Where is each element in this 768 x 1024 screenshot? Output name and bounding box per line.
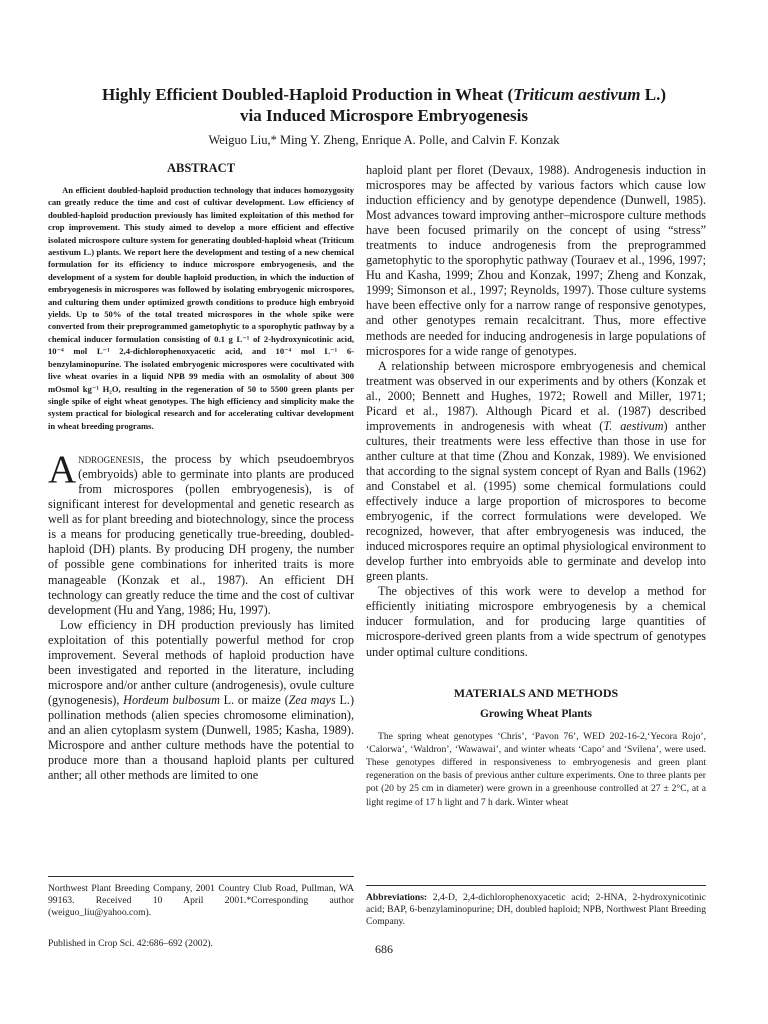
title-line2: via Induced Microspore Embryogenesis — [240, 106, 528, 125]
methods-subheading: Growing Wheat Plants — [479, 707, 593, 720]
abbreviations-label: Abbreviations: — [366, 892, 428, 903]
intro-p2-species-1: Hordeum bulbosum — [123, 692, 220, 707]
affiliation-footnote: Northwest Plant Breeding Company, 2001 Country Club Road, Pullman, WA 99163. Received 10 April 2001.*Corresponding author (weiguo_liu@yahoo.com). — [48, 883, 354, 919]
title-species-name: Triticum aestivum — [513, 85, 641, 104]
intro-p4-part-b: ) anther cultures, their treatments were less effective than those in use for anther culture at that time (Zhou and Konzak, 1989). We envisioned that according to the signal system concept of Ryan and Balls (1962) and Constabel et al. (1995) some chemical formulations could effectively induce a large proportion of microspores to become embryogenic, if the correct formulations were developed. We recognized, however, that after embryogenesis was induced, the induced microspores require an optimal physiological environment to develop further into embryoids able to germinate and develop into green plants. — [366, 418, 706, 584]
intro-small-caps: ndrogenesis — [78, 452, 141, 467]
intro-p2-part-c: L.) pollination methods (alien species chromosome elimination), and an alien cytoplasm system (Dunwell, 1985; Kasha, 1989). Microspore and anther culture methods have the potential to produce more than a thousand haploid plants per cultured anther; all other methods are limited to one — [48, 692, 355, 783]
abstract-text: An efficient doubled-haploid production technology that induces homozygosity can greatly reduce the time and cost of cultivar development. Low efficiency of doubled-haploid production previously has limited exploitation of this method for crop improvement. This study aimed to develop a more efficient and effective isolated microspore culture system for generating doubled-haploid wheat (Triticum aestivum L.) plants. We report here the development and testing of a new chemical formulation for its efficiency to induce microspore embryogenesis, and the development of a system for double haploid production, in which the induction of embryogenesis in microspores was followed by isolating embryogenic microspores, and culturing them under optimized growth conditions to produce high embryoid yields. Up to 50% of the total treated microspores in the whole spike were converted from their preprogrammed gametophytic to a sporophytic pathway by a chemical inducer formulation consisting of 0.1 g L⁻¹ of 2-hydroxynicotinic acid, 10⁻⁴ mol L⁻¹ 2,4-dichlorophenoxyacetic acid, and 10⁻⁴ mol L⁻¹ 6-benzylaminopurine. The isolated embryogenic microspores were cocultivated with live wheat ovaries in a liquid NPB 99 media with an osmolality of about 300 mOsmol kg⁻¹ H₂O, resulting in the regeneration of 50 to 5500 green plants per single spike of eight wheat genotypes. The high efficiency and simplicity make the system practical for biological research and for accelerating cultivar development in wheat breeding programs. — [48, 185, 354, 431]
intro-p4-species: T. aestivum — [603, 418, 664, 433]
intro-paragraph-1-text: , the process by which pseudoembryos (embryoids) able to germinate into plants are produced from microspores (pollen embryogenesis), is of significant interest for developmental and genetic research as well as for plant breeding and biotechnology, since the process is a means for producing genetically true-breeding, doubled-haploid (DH) plants. By producing DH progeny, the number of possible gene combinations for inherited traits is more manageable (Konzak et al., 1987). An efficient DH technology can greatly reduce the time and the cost of cultivar development (Hu and Yang, 1986; Hu, 1997). — [48, 452, 354, 617]
intro-p2-part-a: Low efficiency in DH production previously has limited exploitation of this potentially powerful method for crop improvement. Several methods of haploid production have been investigated and reported in the literature, including microspore and/or anther culture (androgenesis), ovule culture (gynogenesis), — [48, 617, 354, 707]
drop-cap-letter: A — [48, 448, 77, 492]
intro-paragraph-1 — [48, 448, 354, 618]
footnote-block — [48, 876, 354, 950]
methods-heading: MATERIALS AND METHODS — [453, 685, 619, 700]
title-line1-end: L.) — [640, 85, 667, 104]
intro-paragraph-2 — [48, 618, 354, 784]
left-column — [48, 160, 354, 783]
methods-paragraph: The spring wheat genotypes ‘Chris’, ‘Pavon 76’, WED 202-16-2,‘Yecora Rojo’, ‘Calorwa’, ‘Waldron’, ‘Wawawai’, and winter wheats ‘Capo’ and ‘Svilena’, were used. These genotypes differed in responsiveness to embryogenesis and green plant regeneration on the basis of previous anther culture experiments. One to three plants per pot (20 by 25 cm in diameter) were grown in a greenhouse controlled at 27 ± 2°C, at a light regime of 17 h light and 7 h dark. Winter wheat — [366, 730, 706, 808]
intro-p2-part-b: L. or maize ( — [219, 692, 289, 707]
publication-footnote: Published in Crop Sci. 42:686–692 (2002). — [48, 937, 213, 949]
abbreviations-rule — [366, 885, 706, 886]
objectives-paragraph: The objectives of this work were to develop a method for efficiently initiating microspore embryogenesis by a chemical inducer formulation, and for producing large quantities of microspore-derived green plants from a wide spectrum of genotypes under optimal culture conditions. — [366, 584, 706, 659]
footnote-rule — [48, 876, 354, 877]
abbreviations-list: 2,4-D, 2,4-dichlorophenoxyacetic acid; 2-HNA, 2-hydroxynicotinic acid; BAP, 6-benzylaminopurine; DH, doubled haploid; NPB, Northwest Plant Breeding Company. — [366, 892, 706, 928]
intro-paragraph-4 — [366, 359, 706, 585]
intro-p4-part-a: A relationship between microspore embryogenesis and chemical treatment was observed in our experiments and by others (Konzak et al., 2000; Bennett and Hughes, 1972; Rowell and Miller, 1971; Picard et al., 1987). Although Picard et al. (1987) described improvements in androgenesis with wheat ( — [366, 358, 706, 433]
abstract-heading: ABSTRACT — [166, 161, 236, 175]
intro-p2-species-2: Zea mays — [288, 692, 336, 707]
paper-title — [40, 84, 728, 126]
abbreviations-text — [366, 892, 706, 929]
right-column — [366, 163, 706, 809]
title-line1-start: Highly Efficient Doubled-Haploid Production in Wheat ( — [101, 85, 514, 104]
intro-paragraph-3: haploid plant per floret (Devaux, 1988). Androgenesis induction in microspores may be affected by various factors which cause low induction efficiency and by genotype dependence (Dunwell, 1985). Most advances toward improving anther–microspore culture methods have been focused primarily on the concept of using “stress” treatments to induce androgenesis from the preprogrammed gametophytic to the sporophytic pathway (Touraev et al., 1996, 1997; Hu and Kasha, 1999; Zhou and Konzak, 1997; Zheng and Konzak, 1999; Simonson et al., 1997; Reynolds, 1997). Those culture systems have been effective only for a narrow range of responsive genotypes, and other genotypes remain recalcitrant. Thus, more effective methods are needed for inducing androgenesis in large populations of microspores for a wide range of genotypes. — [366, 163, 706, 358]
page-number: 686 — [375, 942, 393, 956]
abbreviations-block — [366, 885, 706, 929]
author-list: Weiguo Liu,* Ming Y. Zheng, Enrique A. Polle, and Calvin F. Konzak — [208, 133, 560, 147]
